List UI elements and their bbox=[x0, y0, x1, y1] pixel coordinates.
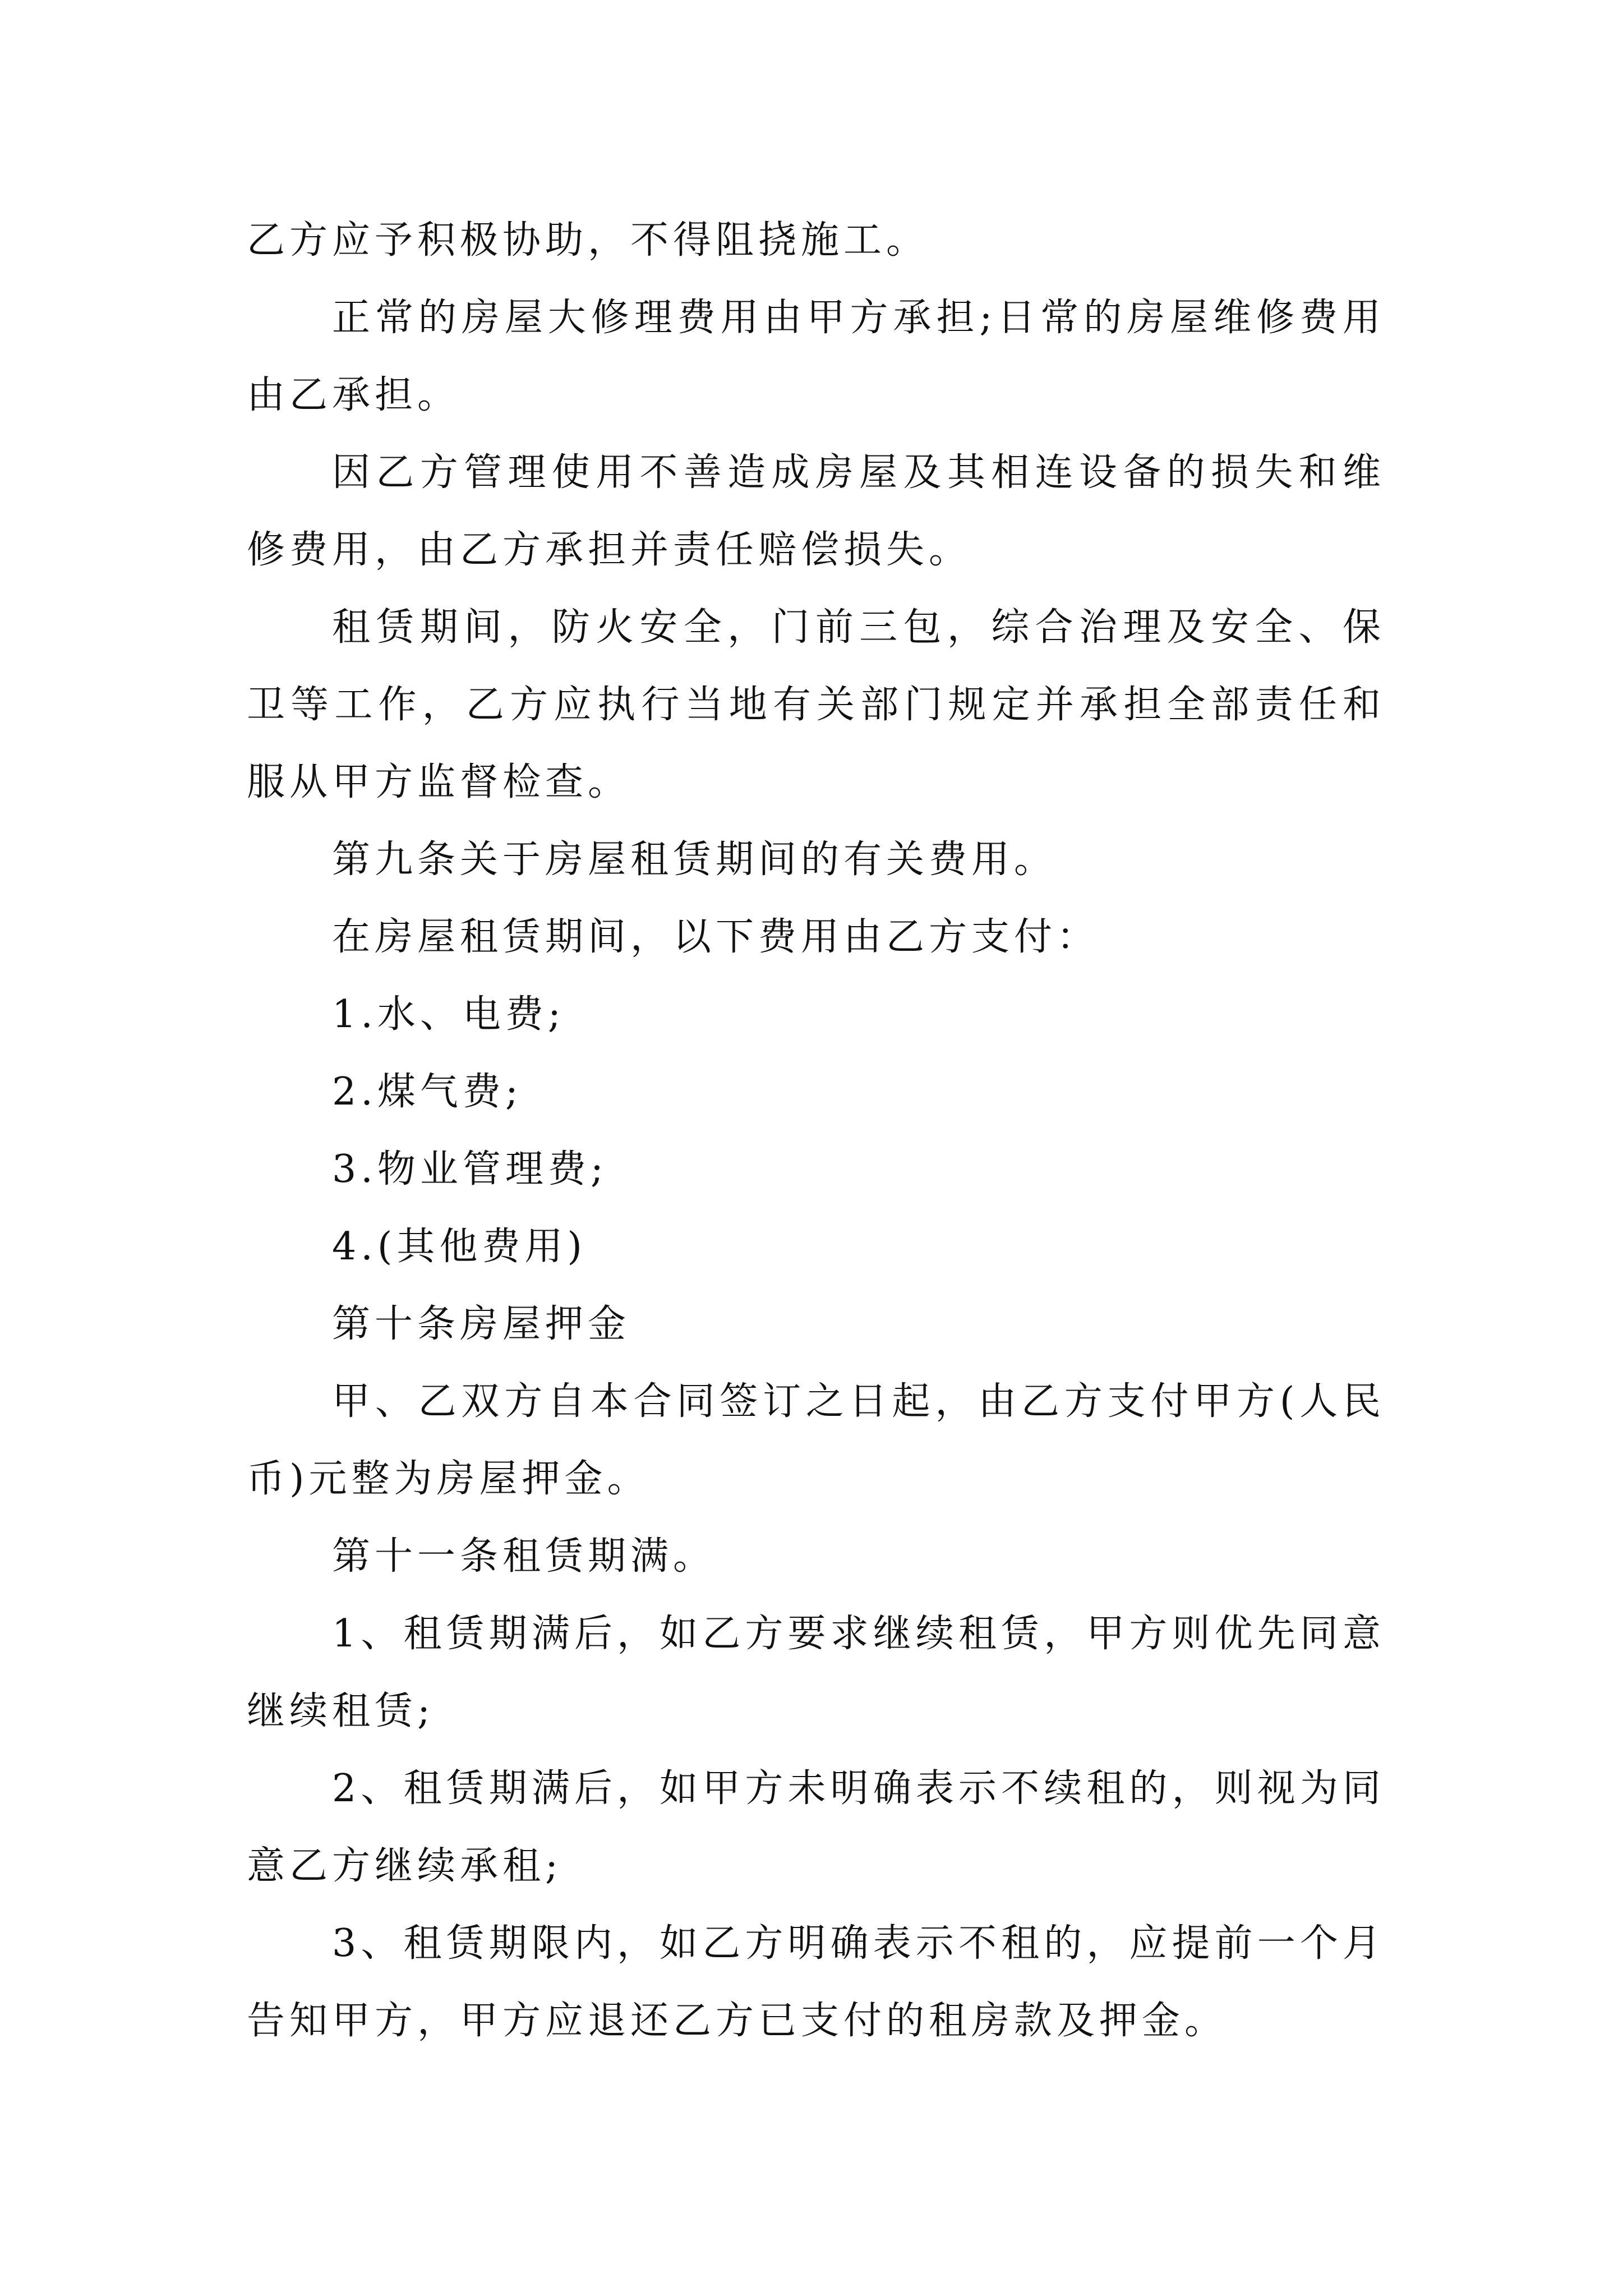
article-11-heading: 第十一条租赁期满。 bbox=[332, 1534, 716, 1579]
paragraph-fees-intro: 在房屋租赁期间，以下费用由乙方支付： bbox=[332, 915, 1100, 959]
fee-item-1: 1.水、电费; bbox=[332, 992, 565, 1037]
paragraph-continuation: 乙方应予积极协助，不得阻挠施工。 bbox=[247, 218, 929, 263]
fee-item-3: 3.物业管理费; bbox=[332, 1147, 608, 1191]
article-10-heading: 第十条房屋押金 bbox=[332, 1302, 631, 1346]
paragraph-damage-liability: 因乙方管理使用不善造成房屋及其相连设备的损失和维修费用，由乙方承担并责任赔偿损失。 bbox=[247, 450, 1385, 572]
paragraph-deposit: 甲、乙双方自本合同签订之日起，由乙方支付甲方(人民币)元整为房屋押金。 bbox=[247, 1379, 1385, 1501]
paragraph-repair-costs: 正常的房屋大修理费用由甲方承担;日常的房屋维修费用由乙承担。 bbox=[247, 296, 1385, 417]
fee-item-4: 4.(其他费用) bbox=[332, 1225, 587, 1269]
fee-item-2: 2.煤气费; bbox=[332, 1070, 523, 1114]
paragraph-fire-safety: 租赁期间，防火安全，门前三包，综合治理及安全、保卫等工作，乙方应执行当地有关部门规定并承担全部责任和服从甲方监督检查。 bbox=[247, 605, 1385, 804]
lease-expiry-item-1: 1、租赁期满后，如乙方要求继续租赁，甲方则优先同意继续租赁; bbox=[247, 1612, 1385, 1733]
lease-expiry-item-2: 2、租赁期满后，如甲方未明确表示不续租的，则视为同意乙方继续承租; bbox=[247, 1766, 1385, 1888]
article-9-heading: 第九条关于房屋租赁期间的有关费用。 bbox=[332, 838, 1057, 882]
document-body bbox=[247, 202, 1385, 2060]
lease-expiry-item-3: 3、租赁期限内，如乙方明确表示不租的，应提前一个月告知甲方，甲方应退还乙方已支付的租房款及押金。 bbox=[247, 1921, 1385, 2043]
